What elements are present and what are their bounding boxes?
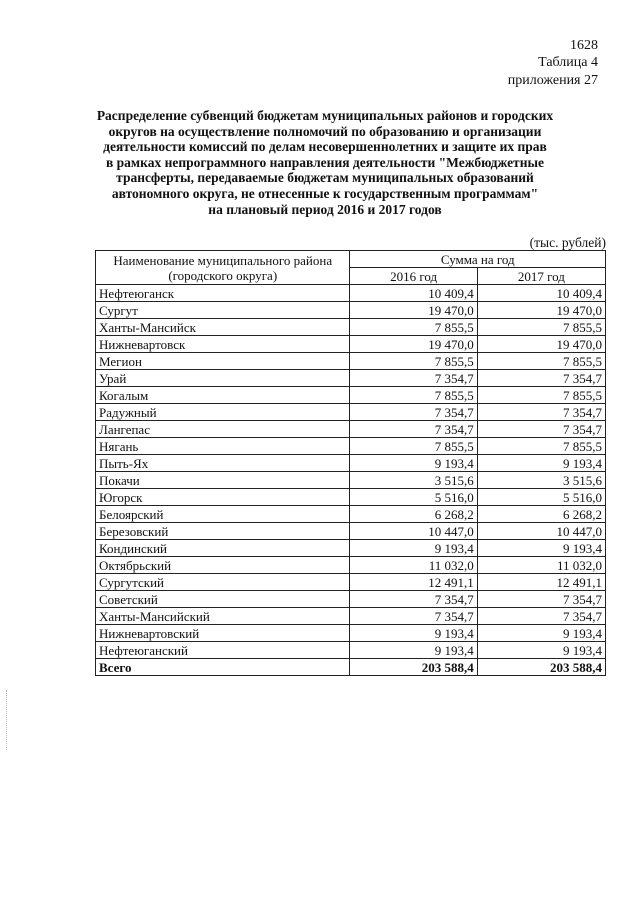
table-row: [96, 302, 606, 319]
municipality-cell: Мегион: [96, 353, 350, 370]
header-year-2017: 2017 год: [477, 268, 605, 285]
amount-2017-cell: 7 354,7: [477, 421, 605, 438]
table-reference-line1: Таблица 4: [538, 55, 598, 70]
amount-2017-cell: 7 354,7: [477, 370, 605, 387]
amount-2016-cell: 7 354,7: [350, 608, 477, 625]
table-row: [96, 319, 606, 336]
amount-2017-cell: 10 409,4: [477, 285, 605, 302]
amount-2016-cell: 7 354,7: [350, 591, 477, 608]
page-number: 1628: [570, 38, 598, 53]
amount-2017-cell: 5 516,0: [477, 489, 605, 506]
table-row: [96, 642, 606, 659]
amount-2016-cell: 9 193,4: [350, 625, 477, 642]
amount-2016-cell: 7 354,7: [350, 421, 477, 438]
table-row: [96, 404, 606, 421]
table-row: [96, 370, 606, 387]
municipality-cell: Урай: [96, 370, 350, 387]
table-reference: [508, 54, 598, 90]
municipality-cell: Октябрьский: [96, 557, 350, 574]
municipality-cell: Нижневартовский: [96, 625, 350, 642]
amount-2017-cell: 7 855,5: [477, 353, 605, 370]
title-line: автономного округа, не отнесенные к государственным программам": [111, 185, 539, 201]
total-row: [96, 659, 606, 676]
table-row: [96, 472, 606, 489]
municipality-cell: Югорск: [96, 489, 350, 506]
municipality-cell: Ханты-Мансийский: [96, 608, 350, 625]
budget-table: [95, 250, 606, 676]
municipality-cell: Нефтеюганск: [96, 285, 350, 302]
amount-2016-cell: 10 409,4: [350, 285, 477, 302]
title-line: на плановый период 2016 и 2017 годов: [208, 201, 442, 217]
table-row: [96, 540, 606, 557]
amount-2016-cell: 9 193,4: [350, 540, 477, 557]
amount-2017-cell: 3 515,6: [477, 472, 605, 489]
amount-2017-cell: 9 193,4: [477, 642, 605, 659]
municipality-cell: Радужный: [96, 404, 350, 421]
municipality-cell: Кондинский: [96, 540, 350, 557]
table-row: [96, 421, 606, 438]
municipality-cell: Пыть-Ях: [96, 455, 350, 472]
table-row: [96, 455, 606, 472]
amount-2017-cell: 7 354,7: [477, 591, 605, 608]
header-municipality-line2: (городского округа): [168, 267, 278, 283]
municipality-cell: Всего: [96, 659, 350, 676]
margin-dots: [6, 690, 9, 750]
amount-2016-cell: 3 515,6: [350, 472, 477, 489]
amount-2017-cell: 7 855,5: [477, 438, 605, 455]
table-row: [96, 608, 606, 625]
municipality-cell: Сургутский: [96, 574, 350, 591]
municipality-cell: Ханты-Мансийск: [96, 319, 350, 336]
table-body: [96, 285, 606, 676]
amount-2016-cell: 7 855,5: [350, 387, 477, 404]
amount-2017-cell: 7 354,7: [477, 608, 605, 625]
amount-2017-cell: 9 193,4: [477, 455, 605, 472]
header-year-2016: 2016 год: [350, 268, 477, 285]
amount-2016-cell: 12 491,1: [350, 574, 477, 591]
amount-2017-cell: 7 354,7: [477, 404, 605, 421]
table-row: [96, 506, 606, 523]
amount-2016-cell: 7 354,7: [350, 404, 477, 421]
title-line: округов на осуществление полномочий по образованию и организации: [108, 123, 542, 139]
amount-2016-cell: 9 193,4: [350, 642, 477, 659]
municipality-cell: Лангепас: [96, 421, 350, 438]
title-line: в рамках непрограммного направления деятельности "Межбюджетные: [106, 154, 544, 170]
table-row: [96, 387, 606, 404]
table-reference-line2: приложения 27: [507, 73, 598, 88]
header-annual-sum: Сумма на год: [350, 251, 606, 268]
table-row: [96, 353, 606, 370]
amount-2017-cell: 19 470,0: [477, 336, 605, 353]
header-municipality: [96, 251, 350, 285]
amount-2016-cell: 7 855,5: [350, 438, 477, 455]
municipality-cell: Нефтеюганский: [96, 642, 350, 659]
amount-2016-cell: 5 516,0: [350, 489, 477, 506]
amount-2017-cell: 7 855,5: [477, 387, 605, 404]
table-row: [96, 438, 606, 455]
amount-2017-cell: 12 491,1: [477, 574, 605, 591]
amount-2016-cell: 7 855,5: [350, 319, 477, 336]
amount-2016-cell: 19 470,0: [350, 302, 477, 319]
amount-2017-cell: 9 193,4: [477, 540, 605, 557]
table-row: [96, 625, 606, 642]
amount-2016-cell: 7 354,7: [350, 370, 477, 387]
document-title: [90, 108, 560, 217]
table-row: [96, 557, 606, 574]
table-row: [96, 285, 606, 302]
amount-2016-cell: 9 193,4: [350, 455, 477, 472]
table-row: [96, 489, 606, 506]
municipality-cell: Нягань: [96, 438, 350, 455]
title-line: трансферты, передаваемые бюджетам муниципальных образований: [116, 170, 534, 186]
municipality-cell: Березовский: [96, 523, 350, 540]
municipality-cell: Нижневартовск: [96, 336, 350, 353]
amount-2017-cell: 7 855,5: [477, 319, 605, 336]
amount-2016-cell: 19 470,0: [350, 336, 477, 353]
title-line: деятельности комиссий по делам несовершеннолетних и защите их прав: [103, 139, 547, 155]
municipality-cell: Белоярский: [96, 506, 350, 523]
units-label: (тыс. рублей): [529, 235, 606, 250]
amount-2017-cell: 10 447,0: [477, 523, 605, 540]
amount-2017-cell: 9 193,4: [477, 625, 605, 642]
amount-2017-cell: 203 588,4: [477, 659, 605, 676]
header-municipality-line1: Наименование муниципального района: [113, 252, 333, 268]
amount-2017-cell: 19 470,0: [477, 302, 605, 319]
amount-2016-cell: 203 588,4: [350, 659, 477, 676]
municipality-cell: Покачи: [96, 472, 350, 489]
amount-2016-cell: 11 032,0: [350, 557, 477, 574]
amount-2016-cell: 10 447,0: [350, 523, 477, 540]
table-row: [96, 591, 606, 608]
amount-2016-cell: 7 855,5: [350, 353, 477, 370]
table-row: [96, 574, 606, 591]
municipality-cell: Сургут: [96, 302, 350, 319]
municipality-cell: Советский: [96, 591, 350, 608]
amount-2016-cell: 6 268,2: [350, 506, 477, 523]
municipality-cell: Когалым: [96, 387, 350, 404]
table-row: [96, 523, 606, 540]
table-row: [96, 336, 606, 353]
amount-2017-cell: 6 268,2: [477, 506, 605, 523]
title-line: Распределение субвенций бюджетам муниципальных районов и городских: [96, 108, 554, 123]
amount-2017-cell: 11 032,0: [477, 557, 605, 574]
